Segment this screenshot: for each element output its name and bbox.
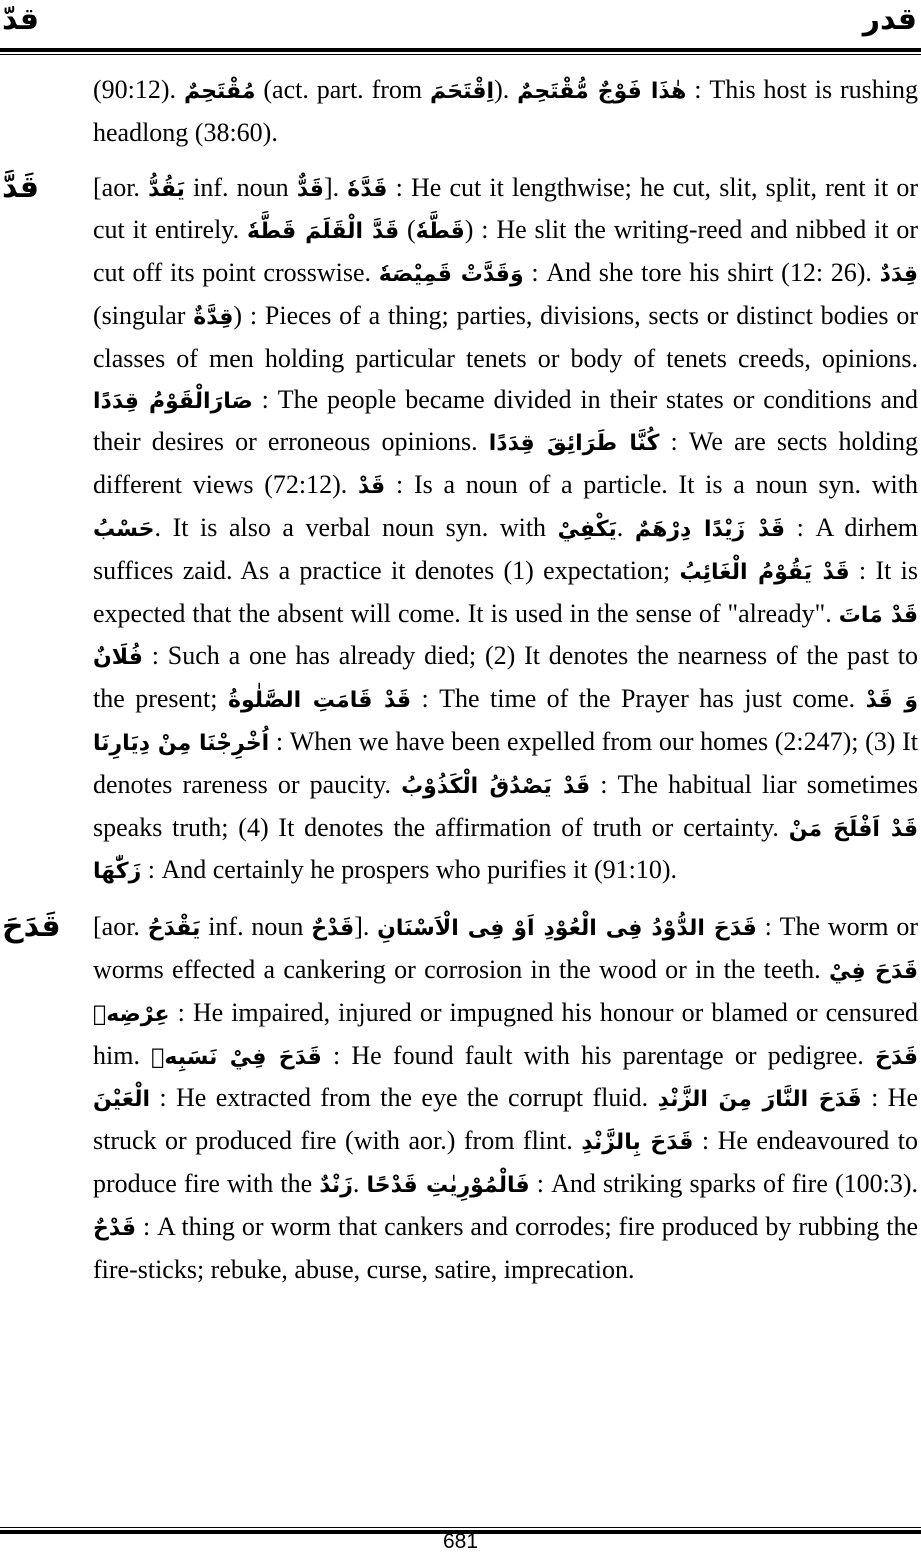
arabic-text: قَدْحٌ bbox=[93, 1215, 136, 1241]
arabic-text: قَدَحَ فِيْ نَسَبِهٖ bbox=[151, 1044, 322, 1070]
english-text: ]. bbox=[323, 172, 348, 202]
english-text: ). bbox=[494, 75, 518, 104]
english-text: : The people became divided in their states or conditions and their desires or erroneous opinions. bbox=[93, 384, 918, 457]
arabic-text: يَكْفِيْ bbox=[557, 516, 617, 542]
english-text: inf. noun bbox=[184, 172, 297, 202]
dictionary-entry bbox=[2, 168, 919, 894]
english-text: ) : He slit the writing-reed and nibbed it or cut off its point crosswise. bbox=[93, 215, 918, 288]
dictionary-entry bbox=[93, 70, 918, 154]
english-text: . bbox=[352, 1168, 367, 1198]
english-text: : And she tore his shirt (12: 26). bbox=[523, 258, 880, 288]
entry-headword: قَدَحَ bbox=[2, 909, 61, 945]
english-text: : He endeavoured to produce fire with the bbox=[93, 1126, 918, 1198]
arabic-text: قَدَحَ الدُّوْدُ فِى الْعُوْدِ اَوْ فِى الْاَسْنَانِ bbox=[377, 916, 757, 942]
english-text: : This host is rushing headlong (38:60). bbox=[93, 75, 918, 147]
english-text: : Is a noun of a particle. It is a noun syn. with bbox=[385, 470, 918, 500]
english-text: (singular bbox=[93, 300, 194, 330]
arabic-text: قَدَحَ بِالزَّنْدِ bbox=[581, 1130, 694, 1156]
arabic-text: قَدَحَ الْعَيْنَ bbox=[93, 1044, 918, 1113]
english-text: : When we have been expelled from our homes (2:247); (3) It denotes rareness or paucity. bbox=[93, 726, 918, 799]
english-text: : He impaired, injured or impugned his honour or blamed or censured him. bbox=[93, 997, 918, 1070]
arabic-text: زَنْدٌ bbox=[319, 1172, 353, 1198]
english-text: ]. bbox=[354, 912, 378, 942]
arabic-text: قَدْحٌ bbox=[311, 916, 355, 942]
english-text: : We are sects holding different views (72:12). bbox=[93, 427, 918, 500]
arabic-text: صَارَالْقَوْمُ قِدَدًا bbox=[93, 388, 253, 414]
header-rule bbox=[0, 48, 921, 55]
english-text: . It is also a verbal noun syn. with bbox=[154, 512, 558, 542]
arabic-text: قَدٌّ bbox=[296, 176, 324, 202]
english-text: (act. part. from bbox=[255, 75, 431, 104]
arabic-text: قَدْ قَامَتِ الصَّلٰوةُ bbox=[227, 688, 412, 714]
arabic-text: كُنَّا طَرَائِقَ قِدَدًا bbox=[488, 431, 660, 457]
english-text: . bbox=[616, 512, 635, 542]
english-text: : The time of the Prayer has just come. bbox=[411, 684, 866, 714]
running-head-left: قدّ bbox=[2, 2, 39, 37]
english-text: : A dirhem suffices zaid. As a practice it denotes (1) expectation; bbox=[93, 512, 919, 585]
arabic-text: قَدْ يَقُوْمُ الْغَائِبُ bbox=[679, 559, 850, 585]
english-text: : And striking sparks of fire (100:3). bbox=[529, 1168, 919, 1198]
english-text: ( bbox=[399, 215, 416, 245]
english-text: : He found fault with his parentage or pedigree. bbox=[321, 1040, 876, 1070]
arabic-text: قَدْ زَيْدًا دِرْهَمٌ bbox=[634, 516, 786, 542]
arabic-text: قَدَحَ فِيْ عِرْضِهٖ bbox=[93, 958, 919, 1027]
arabic-text: هٰذَا فَوْجٌ مُّقْتَحِمٌ bbox=[517, 79, 687, 104]
english-text: : He struck or produced fire (with aor.) from flint. bbox=[93, 1083, 918, 1156]
english-text: : He extracted from the eye the corrupt fluid. bbox=[150, 1083, 658, 1113]
arabic-text: قَدَحَ النَّارَ مِنَ الزَّنْدِ bbox=[657, 1087, 862, 1113]
arabic-text: فَالْمُوْرِيٰتِ قَدْحًا bbox=[366, 1172, 530, 1198]
english-text: : He cut it lengthwise; he cut, slit, split, rent it or cut it entirely. bbox=[93, 172, 919, 245]
dictionary-body bbox=[2, 70, 919, 1290]
entry-headword: قَدَّ bbox=[2, 169, 39, 205]
running-head-right: قدر bbox=[862, 2, 917, 37]
arabic-text: اِقْتَحَمَ bbox=[430, 79, 495, 104]
page-number: 681 bbox=[442, 1530, 479, 1553]
arabic-text: يَقُدُّ bbox=[148, 176, 185, 202]
arabic-text: يَقْدَحُ bbox=[147, 916, 201, 942]
arabic-text: مُقْتَحِمٌ bbox=[183, 79, 256, 104]
arabic-text: قَطَّهٗ bbox=[415, 219, 465, 245]
english-text: [aor. bbox=[93, 172, 149, 202]
arabic-text: قَدْ يَصْدُقُ الْكَذُوْبُ bbox=[401, 773, 591, 799]
arabic-text: قَدْ bbox=[358, 474, 386, 500]
arabic-text: وَ قَدْ اُخْرِجْنَا مِنْ دِيَارِنَا bbox=[93, 688, 918, 756]
english-text: : It is expected that the absent will come. It is used in the sense of "already". bbox=[93, 555, 918, 628]
english-text: : A thing or worm that cankers and corrodes; fire produced by rubbing the fire-sticks; rebuke, abuse, curse, satire, imprecation. bbox=[93, 1211, 918, 1284]
arabic-text: قَدَّ الْقَلَمَ قَطَّهٗ bbox=[246, 219, 400, 245]
english-text: : And certainly he prospers who purifies it (91:10). bbox=[141, 855, 678, 885]
english-text: ) : Pieces of a thing; parties, divisions, sects or distinct bodies or classes of men holding particular tenets or body of tenets creeds, opinions. bbox=[93, 300, 919, 373]
dictionary-entry bbox=[2, 907, 919, 1290]
english-text: : The habitual liar sometimes speaks truth; (4) It denotes the affirmation of truth or certainty. bbox=[93, 769, 918, 842]
english-text: : The worm or worms effected a cankering or corrosion in the wood or in the teeth. bbox=[93, 912, 918, 984]
arabic-text: قَدَّهٗ bbox=[347, 176, 388, 202]
arabic-text: وَقَدَّتْ قَمِيْصَهٗ bbox=[378, 262, 524, 288]
english-text: (90:12). bbox=[93, 75, 184, 104]
arabic-text: قِدَّةٌ bbox=[193, 304, 234, 330]
arabic-text: قِدَدٌ bbox=[879, 262, 919, 288]
english-text: : Such a one has already died; (2) It denotes the nearness of the past to the present; bbox=[93, 641, 918, 714]
english-text: inf. noun bbox=[200, 912, 312, 942]
arabic-text: حَسْبُ bbox=[93, 516, 155, 542]
english-text: [aor. bbox=[93, 912, 148, 942]
arabic-text: قَدْ اَفْلَحَ مَنْ زَكّٰهَا bbox=[93, 816, 918, 885]
arabic-text: قَدْ مَاتَ فُلَانٌ bbox=[93, 602, 918, 671]
